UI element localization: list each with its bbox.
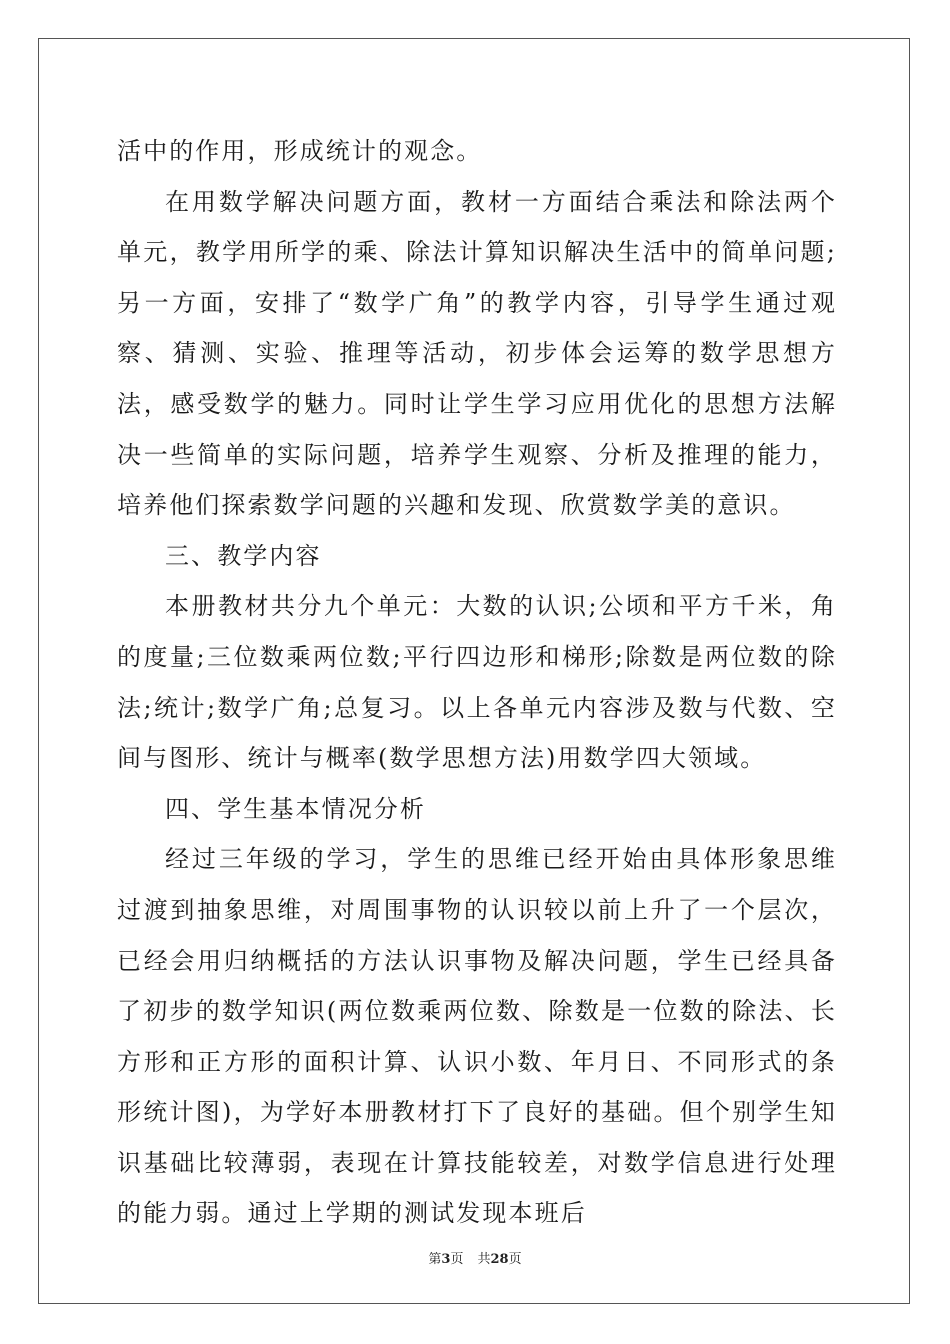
document-body	[117, 126, 837, 1239]
section-heading-student-analysis: 四、学生基本情况分析	[165, 794, 426, 823]
paragraph-teaching-content: 本册教材共分九个单元：大数的认识;公顷和平方千米，角的度量;三位数乘两位数;平行四边形和梯形;除数是两位数的除法;统计;数学广角;总复习。以上各单元内容涉及数与代数、空间与图形、统计与概率(数学思想方法)用数学四大领域。	[117, 592, 837, 773]
paragraph-student-analysis: 经过三年级的学习，学生的思维已经开始由具体形象思维过渡到抽象思维，对周围事物的认识较以前上升了一个层次，已经会用归纳概括的方法认识事物及解决问题，学生已经具备了初步的数学知识(两位数乘两位数、除数是一位数的除法、长方形和正方形的面积计算、认识小数、年月日、不同形式的条形统计图)，为学好本册教材打下了良好的基础。但个别学生知识基础比较薄弱，表现在计算技能较差，对数学信息进行处理的能力弱。通过上学期的测试发现本班后	[117, 845, 837, 1228]
page-number: 第3页	[428, 1252, 464, 1267]
section-heading-teaching-content: 三、教学内容	[165, 541, 322, 570]
paragraph-problem-solving: 在用数学解决问题方面，教材一方面结合乘法和除法两个单元，教学用所学的乘、除法计算知识解决生活中的简单问题;另一方面，安排了“数学广角”的教学内容，引导学生通过观察、猜测、实验、推理等活动，初步体会运筹的数学思想方法，感受数学的魅力。同时让学生学习应用优化的思想方法解决一些简单的实际问题，培养学生观察、分析及推理的能力，培养他们探索数学问题的兴趣和发现、欣赏数学美的意识。	[117, 187, 837, 520]
page-total: 共28页	[477, 1252, 522, 1267]
page-footer	[0, 1248, 950, 1267]
paragraph-continuation: 活中的作用，形成统计的观念。	[117, 137, 483, 165]
